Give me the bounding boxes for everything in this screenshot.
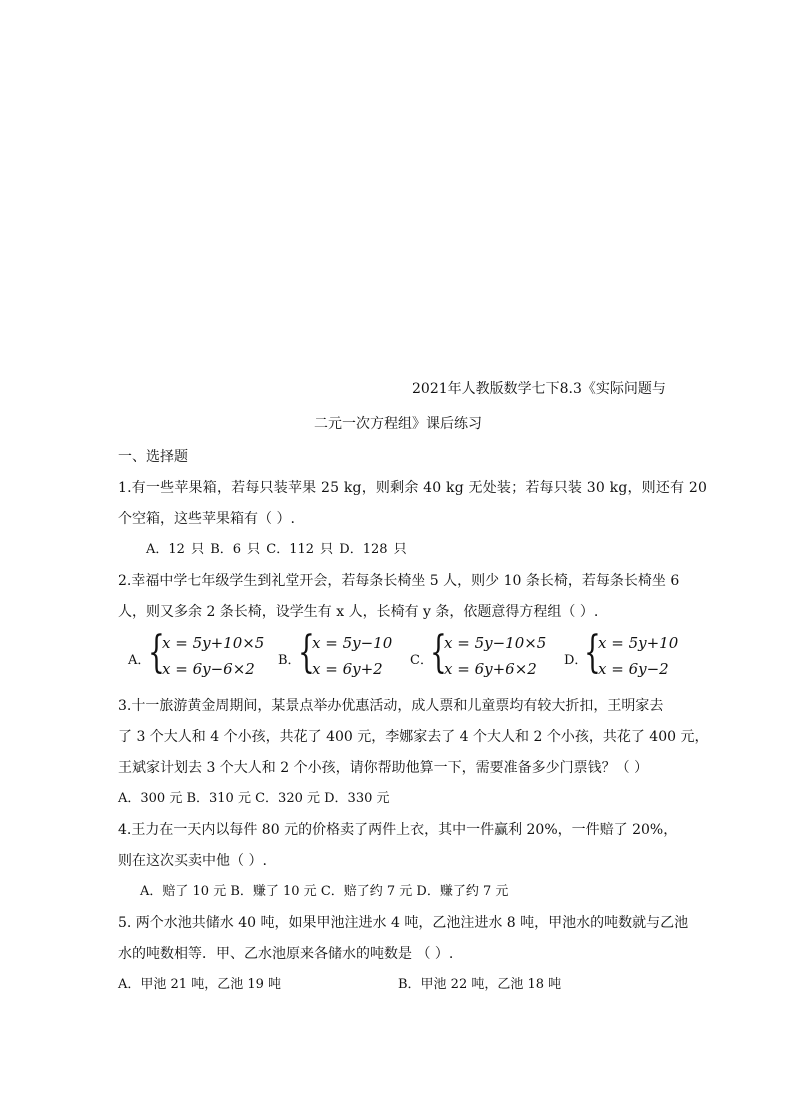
q3-options: A．300 元 B．310 元 C．320 元 D．330 元 bbox=[118, 791, 390, 806]
q3-text-line-2: 了 3 个大人和 4 个小孩，共花了 400 元，李娜家去了 4 个大人和 2 个小孩，共花了 400 元， bbox=[118, 729, 709, 745]
q5-option-a: A．甲池 21 吨，乙池 19 吨 bbox=[118, 977, 282, 992]
q2-option-b-label: B． bbox=[278, 653, 301, 668]
title-line-1: 2021年人教版数学七下8.3《实际问题与 bbox=[412, 381, 666, 397]
q2-text-line-1: 2.幸福中学七年级学生到礼堂开会，若每条长椅坐 5 人，则少 10 条长椅，若每条长椅坐 6 bbox=[118, 573, 680, 589]
q5-option-b: B．甲池 22 吨，乙池 18 吨 bbox=[398, 977, 562, 992]
title-line-2: 二元一次方程组》课后练习 bbox=[314, 416, 482, 432]
section-heading: 一、选择题 bbox=[118, 449, 188, 465]
q2-option-d-brace: { bbox=[584, 627, 601, 678]
q5-text-line-1: 5. 两个水池共储水 40 吨，如果甲池注进水 4 吨，乙池注进水 8 吨，甲池水的吨数就与乙池 bbox=[118, 915, 689, 931]
q3-text-line-1: 3.十一旅游黄金周期间，某景点举办优惠活动，成人票和儿童票均有较大折扣，王明家去 bbox=[118, 698, 664, 714]
q2-option-b-eq1: x = 5y−10 bbox=[312, 634, 393, 652]
q2-option-d-label: D． bbox=[564, 653, 588, 668]
q2-option-a-brace: { bbox=[148, 627, 165, 678]
q2-text-line-2: 人，则又多余 2 条长椅，设学生有 x 人，长椅有 y 条，依题意得方程组（ ）. bbox=[118, 604, 599, 620]
q1-text-line-1: 1.有一些苹果箱，若每只装苹果 25 kg，则剩余 40 kg 无处装；若每只装 30 kg，则还有 20 bbox=[118, 480, 708, 496]
q2-option-b-brace: { bbox=[298, 627, 315, 678]
q4-text-line-2: 则在这次买卖中他（ ）. bbox=[118, 853, 267, 869]
q2-option-b-eq2: x = 6y+2 bbox=[312, 660, 383, 678]
q4-text-line-1: 4.王力在一天内以每件 80 元的价格卖了两件上衣，其中一件赢利 20%，一件赔了 20%， bbox=[118, 822, 678, 838]
q2-option-a-eq1: x = 5y+10×5 bbox=[162, 634, 265, 652]
q2-option-d-eq2: x = 6y−2 bbox=[598, 660, 669, 678]
q1-options: A．12 只 B．6 只 C．112 只 D．128 只 bbox=[146, 542, 407, 557]
q5-text-line-2: 水的吨数相等．甲、乙水池原来各储水的吨数是 （ ）. bbox=[118, 946, 454, 962]
q4-options: A．赔了 10 元 B．赚了 10 元 C．赔了约 7 元 D．赚了约 7 元 bbox=[140, 884, 509, 899]
q1-text-line-2: 个空箱，这些苹果箱有（ ）. bbox=[118, 511, 295, 527]
q2-option-d-eq1: x = 5y+10 bbox=[598, 634, 679, 652]
q2-option-a-label: A． bbox=[128, 653, 151, 668]
q2-option-c-label: C． bbox=[410, 653, 433, 668]
q2-option-c-brace: { bbox=[430, 627, 447, 678]
q2-option-a-eq2: x = 6y−6×2 bbox=[162, 660, 255, 678]
q2-option-c-eq1: x = 5y−10×5 bbox=[444, 634, 547, 652]
q3-text-line-3: 王斌家计划去 3 个大人和 2 个小孩，请你帮助他算一下，需要准备多少门票钱？（ ） bbox=[118, 760, 649, 776]
q2-option-c-eq2: x = 6y+6×2 bbox=[444, 660, 537, 678]
